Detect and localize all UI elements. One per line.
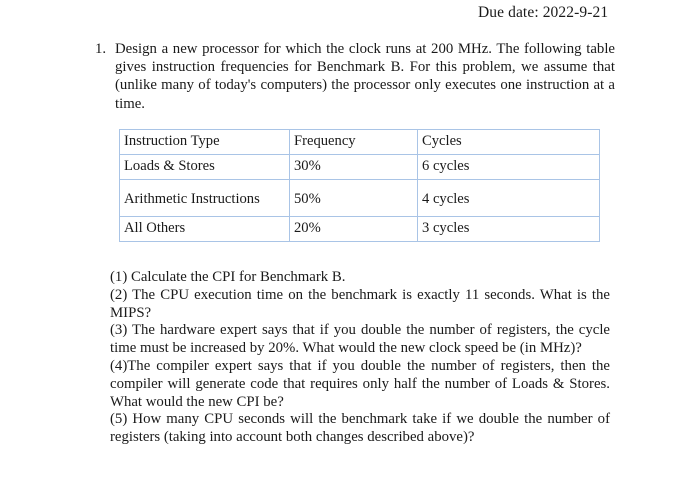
cell-frequency: 20% — [290, 217, 418, 242]
table-header-row — [120, 130, 600, 155]
problem-statement — [95, 40, 615, 113]
header-cycles: Cycles — [418, 130, 600, 155]
problem-text: Design a new processor for which the clock runs at 200 MHz. The following table gives instruction frequencies for Benchmark B. For this problem, we assume that (unlike many of today's computers) the processor only executes one instruction at a time. — [115, 41, 615, 112]
cell-instruction-type: Arithmetic Instructions — [120, 180, 290, 217]
header-frequency: Frequency — [290, 130, 418, 155]
header-instruction-type: Instruction Type — [120, 130, 290, 155]
cell-frequency: 50% — [290, 180, 418, 217]
table-row — [120, 217, 600, 242]
cell-frequency: 30% — [290, 155, 418, 180]
table-row — [120, 155, 600, 180]
question-item: (5) How many CPU seconds will the benchmark take if we double the number of registers (taking into account both changes described above)? — [110, 411, 610, 446]
instruction-frequency-table — [119, 129, 600, 242]
question-item: (4)The compiler expert says that if you double the number of registers, then the compiler will generate code that requires only half the number of Loads & Stores. What would the new CPI be? — [110, 357, 610, 410]
cell-instruction-type: All Others — [120, 217, 290, 242]
table-row — [120, 180, 600, 217]
question-item: (2) The CPU execution time on the benchmark is exactly 11 seconds. What is the MIPS? — [110, 286, 610, 321]
problem-number: 1. — [95, 41, 107, 57]
cell-instruction-type: Loads & Stores — [120, 155, 290, 180]
cell-cycles: 3 cycles — [418, 217, 600, 242]
question-item: (3) The hardware expert says that if you double the number of registers, the cycle time must be increased by 20%. What would the new clock speed be (in MHz)? — [110, 322, 610, 357]
cell-cycles: 6 cycles — [418, 155, 600, 180]
cell-cycles: 4 cycles — [418, 180, 600, 217]
question-list — [110, 269, 610, 447]
question-item: (1) Calculate the CPI for Benchmark B. — [110, 269, 346, 285]
due-date: Due date: 2022-9-21 — [478, 4, 609, 21]
